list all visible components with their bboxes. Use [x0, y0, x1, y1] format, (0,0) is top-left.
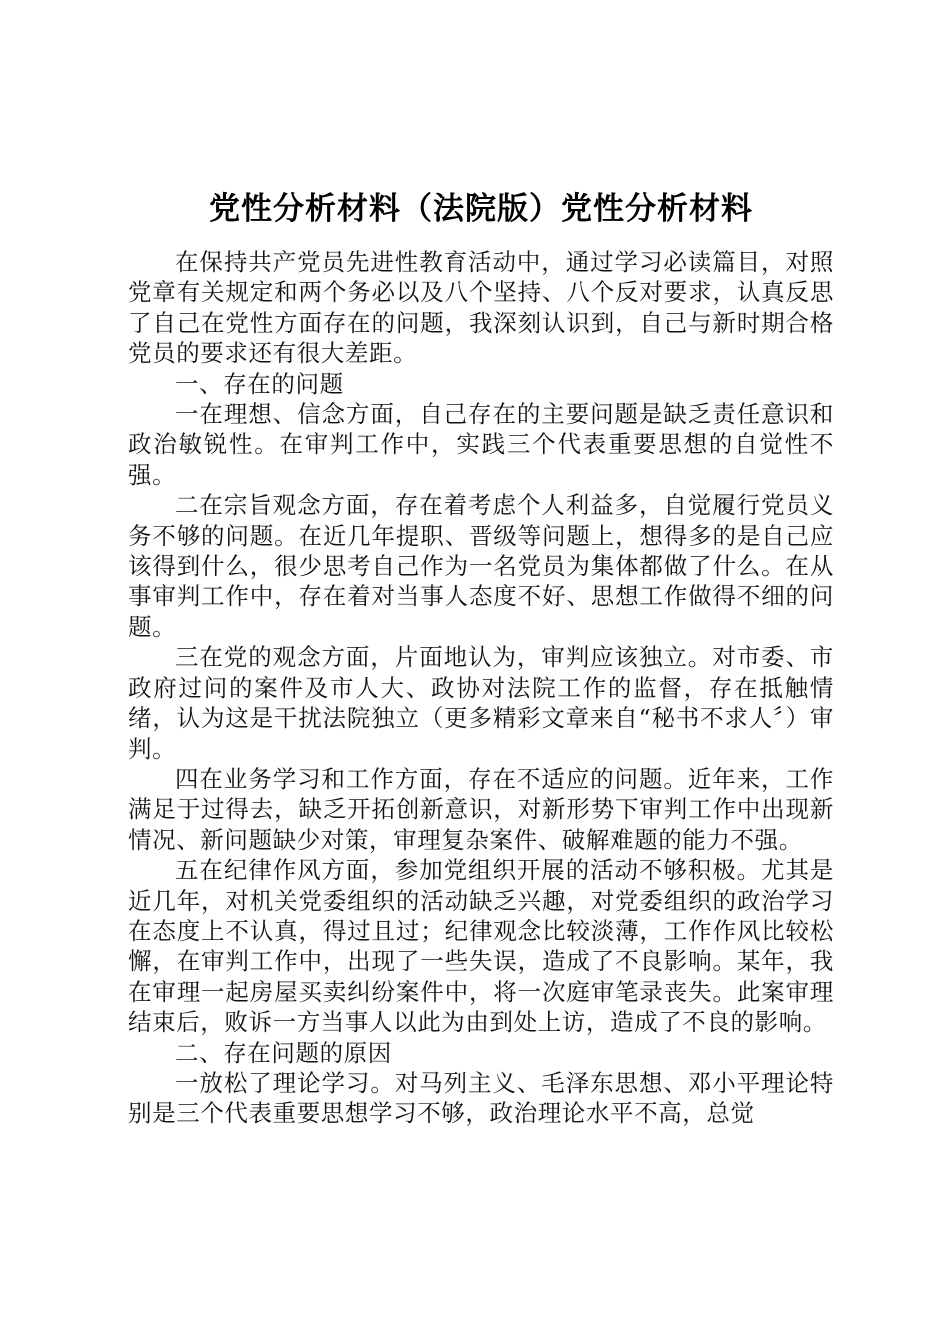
problem-paragraph-purpose: 二在宗旨观念方面，存在着考虑个人利益多，自觉履行党员义务不够的问题。在近几年提职、晋级等问题上，想得多的是自己应该得到什么，很少思考自己作为一名党员为集体都做了什么。在从事审判工作中，存在着对当事人态度不好、思想工作做得不细的问题。 [128, 491, 834, 641]
document-page [128, 183, 834, 1129]
section-heading-problems: 一、存在的问题 [175, 369, 344, 398]
problem-paragraph-discipline: 五在纪律作风方面，参加党组织开展的活动不够积极。尤其是近几年，对机关党委组织的活动缺乏兴趣，对党委组织的政治学习在态度上不认真，得过且过；纪律观念比较淡薄，工作作风比较松懈，在审判工作中，出现了一些失误，造成了不良影响。某年，我在审理一起房屋买卖纠纷案件中，将一次庭审笔录丧失。此案审理结束后，败诉一方当事人以此为由到处上访，造成了不良的影响。 [128, 856, 834, 1037]
intro-paragraph: 在保持共产党员先进性教育活动中，通过学习必读篇目，对照党章有关规定和两个务必以及八个坚持、八个反对要求，认真反思了自己在党性方面存在的问题，我深刻认识到，自己与新时期合格党员的要求还有很大差距。 [128, 248, 834, 368]
cause-paragraph-theory: 一放松了理论学习。对马列主义、毛泽东思想、邓小平理论特别是三个代表重要思想学习不够，政治理论水平不高，总觉 [128, 1068, 834, 1128]
problem-paragraph-party-concept: 三在党的观念方面，片面地认为，审判应该独立。对市委、市政府过问的案件及市人大、政协对法院工作的监督，存在抵触情绪，认为这是干扰法院独立（更多精彩文章来自“秘书不求人〞）审判。 [128, 643, 834, 763]
section-heading-causes: 二、存在问题的原因 [175, 1038, 392, 1067]
problem-paragraph-study-work: 四在业务学习和工作方面，存在不适应的问题。近年来，工作满足于过得去，缺乏开拓创新意识，对新形势下审判工作中出现新情况、新问题缺少对策，审理复杂案件、破解难题的能力不强。 [128, 764, 834, 854]
document-title: 党性分析材料（法院版）党性分析材料 [209, 191, 753, 227]
problem-paragraph-ideals: 一在理想、信念方面，自己存在的主要问题是缺乏责任意识和政治敏锐性。在审判工作中，实践三个代表重要思想的自觉性不强。 [128, 400, 834, 489]
